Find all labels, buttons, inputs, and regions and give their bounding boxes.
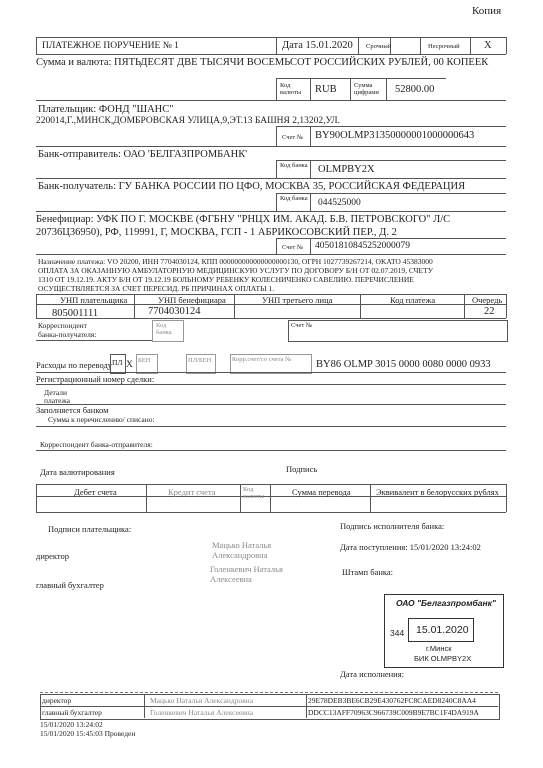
correspondent-code-label: Код банка xyxy=(156,322,172,336)
sum-digits: 52800.00 xyxy=(395,84,435,95)
fx-credit-label: Кредит счета xyxy=(168,487,216,497)
payer-signatures-label: Подписи плательщика: xyxy=(48,524,132,534)
beneficiary-account-label: Счет № xyxy=(282,244,304,251)
expenses-ben: БЕН xyxy=(138,357,151,364)
unp-payer: 805001111 xyxy=(52,308,99,319)
director-name: Мацько Наталья xyxy=(212,540,272,550)
bank-signature-label: Подпись исполнителя банка: xyxy=(340,521,445,531)
sender-bank-code: OLMPBY2X xyxy=(318,164,375,175)
amount-words: Сумма и валюта: ПЯТЬДЕСЯТ ДВЕ ТЫСЯЧИ ВОСЕМЬСОТ РОССИЙСКИХ РУБЛЕЙ, 00 КОПЕЕК xyxy=(36,57,489,68)
stamp-bik: БИК OLMPBY2X xyxy=(414,654,472,663)
corr-bank-sender-label: Корреспондент банка-отправителя: xyxy=(40,440,153,449)
purpose-line-1: Назначение платежа: VO 20200, ИНН 7704030124, КПП 000000000000000000130, ОГРН 1027739267214, OKATO 45383000 xyxy=(38,257,433,266)
stamp-city: г.Минск xyxy=(426,644,452,653)
document-date: Дата 15.01.2020 xyxy=(282,40,353,51)
queue-value: 22 xyxy=(484,306,495,317)
corr-account: BY86 OLMP 3015 0000 0080 0000 0933 xyxy=(316,359,491,370)
expenses-plben: ПЛ/БЕН xyxy=(188,357,212,364)
queue-label: Очередь xyxy=(472,295,503,305)
stamp-bank-name: ОАО "Белгазпромбанк" xyxy=(396,598,496,608)
purpose-line-2: ОПЛАТА ЗА ОКАЗАННУЮ АМБУЛАТОРНУЮ МЕДИЦИНСКУЮ УСЛУГУ ПО ДОГОВОРУ Б/Н ОТ 02.07.2019, СЧЕТУ xyxy=(38,266,434,275)
signature-label: Подпись xyxy=(286,464,318,474)
ds-name-1: Мацько Наталья Александровна xyxy=(150,696,254,705)
registration-label: Регистрационный номер сделки: xyxy=(36,374,155,384)
currency-code-label: Код валюты xyxy=(280,82,302,96)
purpose-line-3: 1310 ОТ 19.12.19. АКТУ Б/Н ОТ 19.12.19 БОЛЬНОМУ РЕБЕНКУ КОЛЕСНИЧЕНКО САВЕЛИЮ. ПЕРЕЧИСЛЕНИЕ xyxy=(38,275,414,284)
urgent-label: Срочный xyxy=(366,43,392,50)
payer-account: BY90OLMP31350000001000000643 xyxy=(315,130,475,141)
expenses-pl-mark: X xyxy=(126,360,133,370)
non-urgent-mark: X xyxy=(484,40,492,51)
accountant-patronymic: Алексеевна xyxy=(210,574,252,584)
accountant-name: Голенкевич Наталья xyxy=(210,564,283,574)
footer-line-1: 15/01/2020 13:24:02 xyxy=(40,720,103,729)
correspondent-label-2: банка-получателя: xyxy=(38,330,97,339)
non-urgent-label: Несрочный xyxy=(428,43,460,50)
beneficiary-address: 20736Ц36950), РФ, 119991, Г, МОСКВА, ГСП - 1 АБРИКОСОВСКИЙ ПЕР., Д. 2 xyxy=(36,227,397,238)
bank-stamp-label: Штамп банка: xyxy=(342,567,393,577)
details-label-2: платежа xyxy=(44,396,71,405)
director-label: директор xyxy=(36,551,70,561)
payer-account-label: Счет № xyxy=(282,134,304,141)
unp-third-label: УНП третьего лица xyxy=(262,295,333,305)
payment-code-label: Код платежа xyxy=(390,295,436,305)
ds-name-2: Голенкевич Наталья Алексеевна xyxy=(150,708,254,717)
sum-digits-label: Сумма цифрами xyxy=(354,82,379,96)
receiver-bank-code-label: Код банка xyxy=(280,195,308,202)
unp-beneficiary-label: УНП бенефициара xyxy=(158,295,226,305)
receiver-bank-code: 044525000 xyxy=(318,198,361,208)
director-patronymic: Александровна xyxy=(212,550,268,560)
stamp-number: 344 xyxy=(390,628,405,638)
copy-label: Копия xyxy=(472,5,502,17)
payer-name: Плательщик: ФОНД "ШАНС" xyxy=(38,104,174,115)
expenses-label: Расходы по переводу xyxy=(36,360,113,370)
payer-address: 220014,Г.,МИНСК,ДОМБРОВСКАЯ УЛИЦА,9,ЭТ.13 БАШНЯ 2,13202,УЛ. xyxy=(36,116,340,126)
corr-account-label: Корр.счет/со счета № xyxy=(232,356,292,363)
chief-accountant-label: главный бухгалтер xyxy=(36,580,104,590)
sender-bank-code-label: Код банка xyxy=(280,162,308,169)
correspondent-label: Корреспондент xyxy=(38,321,87,330)
purpose-line-4: ОСУЩЕСТВЛЯЕТСЯ ЗА СЧЕТ ПЕРЕСИД. РБ ПРИЧИНАХ ОПЛАТЫ 1. xyxy=(38,284,275,293)
stamp-date: 15.01.2020 xyxy=(416,624,469,636)
fx-sum-label: Сумма перевода xyxy=(292,487,351,497)
fx-byn-label: Эквивалент в белорусских рублях xyxy=(376,487,499,497)
receiver-bank: Банк-получатель: ГУ БАНКА РОССИИ ПО ЦФО, МОСКВА 35, РОССИЙСКАЯ ФЕДЕРАЦИЯ xyxy=(38,181,466,192)
footer-line-2: 15/01/2020 15:45:03 Проведен xyxy=(40,729,136,738)
ds-hash-2: DDCC13AFF70963C966739C009B9E7BC1F4DA919A xyxy=(308,708,479,717)
value-date-label: Дата валютирования xyxy=(40,467,115,477)
fx-currency-label: Код валюты xyxy=(243,486,265,500)
expenses-pl: ПЛ xyxy=(112,358,123,367)
sender-bank: Банк-отправитель: ОАО 'БЕЛГАЗПРОМБАНК' xyxy=(38,149,248,160)
beneficiary-account: 40501810845252000079 xyxy=(315,241,410,251)
unp-payer-label: УНП плательщика xyxy=(60,295,128,305)
beneficiary-name: Бенефициар: УФК ПО Г. МОСКВЕ (ФГБНУ "РНЦХ ИМ. АКАД. Б.В. ПЕТРОВСКОГО" Л/С xyxy=(36,214,451,225)
received-date: Дата поступления: 15/01/2020 13:24:02 xyxy=(340,542,481,552)
details-label: Детали xyxy=(44,388,68,397)
fx-debit-label: Дебет счета xyxy=(74,487,117,497)
unp-beneficiary: 7704030124 xyxy=(148,306,201,317)
ds-role-2: главный бухгалтер xyxy=(42,708,102,717)
currency-code: RUB xyxy=(315,84,337,95)
ds-role-1: директор xyxy=(42,696,72,705)
ds-hash-1: 29E78DEB3BE6CB29E430762FC8CAED8240C8AA4 xyxy=(308,696,476,705)
document-title: ПЛАТЕЖНОЕ ПОРУЧЕНИЕ № 1 xyxy=(42,41,179,51)
bank-fill-label: Заполняется банком xyxy=(36,405,109,415)
transfer-sum-label: Сумма к перечислению/ списано: xyxy=(48,415,155,424)
correspondent-account-label: Счет № xyxy=(291,322,313,329)
execution-date-label: Дата исполнения: xyxy=(340,669,405,679)
